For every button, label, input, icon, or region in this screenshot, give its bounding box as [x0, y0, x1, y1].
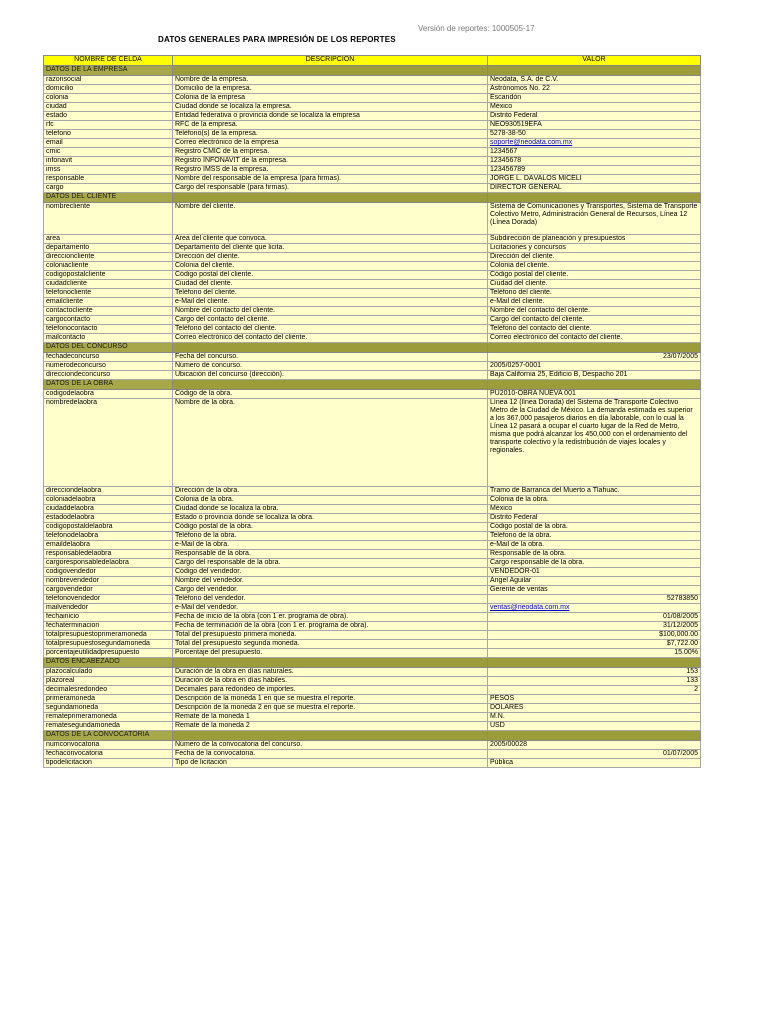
- section-row: [44, 66, 701, 76]
- table-row: [44, 668, 701, 677]
- cell-name: nombredelaobra: [44, 399, 173, 487]
- section-filler: [173, 193, 488, 203]
- table-row: [44, 604, 701, 613]
- cell-description: Código postal del cliente.: [173, 271, 488, 280]
- section-row: [44, 343, 701, 353]
- cell-description: e-Mail de la obra.: [173, 541, 488, 550]
- cell-description: Colonia de la empresa: [173, 94, 488, 103]
- cell-name: colonia: [44, 94, 173, 103]
- table-row: [44, 586, 701, 595]
- cell-name: cargovendedor: [44, 586, 173, 595]
- cell-description: Fecha de terminación de la obra (con 1 er. programa de obra).: [173, 622, 488, 631]
- cell-name: telefonovendedor: [44, 595, 173, 604]
- cell-value: 2: [488, 686, 701, 695]
- cell-value: [488, 604, 701, 613]
- cell-value: 52783850: [488, 595, 701, 604]
- cell-name: telefonodelaobra: [44, 532, 173, 541]
- table-row: [44, 103, 701, 112]
- cell-value: Código postal del cliente.: [488, 271, 701, 280]
- email-link[interactable]: soporte@neodata.com.mx: [490, 139, 573, 146]
- cell-value: Teléfono de la obra.: [488, 532, 701, 541]
- cell-description: Fecha del concurso.: [173, 353, 488, 362]
- cell-description: Remate de la moneda 2: [173, 722, 488, 731]
- cell-description: Nombre del vendedor.: [173, 577, 488, 586]
- cell-name: nombrecliente: [44, 203, 173, 235]
- table-row: [44, 577, 701, 586]
- cell-description: Duración de la obra en días naturales.: [173, 668, 488, 677]
- cell-value: e-Mail del cliente.: [488, 298, 701, 307]
- cell-value: Subdirección de planeación y presupuestos: [488, 235, 701, 244]
- cell-name: infonavit: [44, 157, 173, 166]
- section-row: [44, 380, 701, 390]
- cell-description: Ciudad donde se localiza la obra.: [173, 505, 488, 514]
- table-row: [44, 631, 701, 640]
- cell-name: telefonocliente: [44, 289, 173, 298]
- cell-name: mailvendedor: [44, 604, 173, 613]
- cell-description: Código del vendedor.: [173, 568, 488, 577]
- cell-description: Decimales para redondeo de importes.: [173, 686, 488, 695]
- cell-value: $7,722.00: [488, 640, 701, 649]
- cell-value: México: [488, 103, 701, 112]
- table-row: [44, 362, 701, 371]
- cell-name: responsabledelaobra: [44, 550, 173, 559]
- cell-description: Cargo del responsable de la obra.: [173, 559, 488, 568]
- cell-value: 01/08/2005: [488, 613, 701, 622]
- table-row: [44, 121, 701, 130]
- table-row: [44, 235, 701, 244]
- cell-name: primeramoneda: [44, 695, 173, 704]
- table-row: [44, 166, 701, 175]
- cell-name: razonsocial: [44, 76, 173, 85]
- cell-description: Nombre de la obra.: [173, 399, 488, 487]
- cell-name: fechadeconcurso: [44, 353, 173, 362]
- cell-name: segundamoneda: [44, 704, 173, 713]
- cell-description: Fecha de inicio de la obra (con 1 er. programa de obra).: [173, 613, 488, 622]
- section-filler: [488, 193, 701, 203]
- table-row: [44, 595, 701, 604]
- table-body: [44, 56, 701, 768]
- cell-value: Cargo del contacto del cliente.: [488, 316, 701, 325]
- table-row: [44, 157, 701, 166]
- cell-value: Nombre del contacto del cliente.: [488, 307, 701, 316]
- cell-name: rematesegundamoneda: [44, 722, 173, 731]
- cell-name: departamento: [44, 244, 173, 253]
- cell-name: imss: [44, 166, 173, 175]
- cell-name: cargo: [44, 184, 173, 193]
- section-filler: [488, 343, 701, 353]
- table-row: [44, 686, 701, 695]
- cell-name: plazoreal: [44, 677, 173, 686]
- cell-value: 23/07/2005: [488, 353, 701, 362]
- cell-value: DIRECTOR GENERAL: [488, 184, 701, 193]
- table-row: [44, 94, 701, 103]
- table-row: [44, 139, 701, 148]
- cell-description: Cargo del vendedor.: [173, 586, 488, 595]
- cell-description: Cargo del contacto del cliente.: [173, 316, 488, 325]
- cell-value: 5278-38-50: [488, 130, 701, 139]
- cell-value: 12345678: [488, 157, 701, 166]
- cell-description: Nombre del cliente.: [173, 203, 488, 235]
- cell-value: DÓLARES: [488, 704, 701, 713]
- header-cell-value: VALOR: [488, 56, 701, 66]
- table-row: [44, 759, 701, 768]
- cell-name: direcciondeconcurso: [44, 371, 173, 380]
- cell-name: porcentajeutilidadpresupuesto: [44, 649, 173, 658]
- cell-description: Fecha de la convocatoria.: [173, 750, 488, 759]
- table-row: [44, 722, 701, 731]
- section-filler: [173, 343, 488, 353]
- cell-name: decimalesredondeo: [44, 686, 173, 695]
- cell-value: 01/07/2005: [488, 750, 701, 759]
- table-row: [44, 550, 701, 559]
- cell-name: area: [44, 235, 173, 244]
- table-row: [44, 568, 701, 577]
- cell-description: Ciudad del cliente.: [173, 280, 488, 289]
- cell-name: telefonocontacto: [44, 325, 173, 334]
- cell-description: Nombre del contacto del cliente.: [173, 307, 488, 316]
- cell-name: ciudadcliente: [44, 280, 173, 289]
- cell-value: México: [488, 505, 701, 514]
- table-row: [44, 514, 701, 523]
- cell-value: 133: [488, 677, 701, 686]
- cell-value: Código postal de la obra.: [488, 523, 701, 532]
- cell-name: totalpresupuestosegundamoneda: [44, 640, 173, 649]
- table-row: [44, 112, 701, 121]
- cell-name: codigodelaobra: [44, 390, 173, 399]
- header-row: [44, 56, 701, 66]
- cell-value: Gerente de ventas: [488, 586, 701, 595]
- cell-name: coloniacliente: [44, 262, 173, 271]
- cell-value: Responsable de la obra.: [488, 550, 701, 559]
- table-row: [44, 390, 701, 399]
- cell-value: Línea 12 (línea Dorada) del Sistema de Transporte Colectivo Metro de la Ciudad de México. La demanda estimada es superior a los 367,000 pasajeros diarios en día laborable, con lo cual la Línea 12 pasará a ocupar el cuarto lugar de la Red de Metro, misma que podrá alcanzar los 450,000 con el ordenamiento del transporte colectivo y la redistribución de viajes locales y regionales.: [488, 399, 701, 487]
- table-row: [44, 289, 701, 298]
- cell-description: Departamento del cliente que licita.: [173, 244, 488, 253]
- table-row: [44, 695, 701, 704]
- table-row: [44, 613, 701, 622]
- cell-value: Tramo de Barranca del Muerto a Tlahuac.: [488, 487, 701, 496]
- cell-value: 15.00%: [488, 649, 701, 658]
- cell-name: cargoresponsabledelaobra: [44, 559, 173, 568]
- table-row: [44, 741, 701, 750]
- cell-value: Colonia de la obra.: [488, 496, 701, 505]
- cell-description: Teléfono del cliente.: [173, 289, 488, 298]
- cell-description: Domicilio de la empresa.: [173, 85, 488, 94]
- cell-value: $100,000.00: [488, 631, 701, 640]
- report-version: Versión de reportes: 1000505-17: [418, 24, 535, 33]
- cell-name: domicilio: [44, 85, 173, 94]
- table-row: [44, 532, 701, 541]
- cell-name: plazocalculado: [44, 668, 173, 677]
- cell-description: Correo electrónico de la empresa: [173, 139, 488, 148]
- cell-description: Entidad federativa o provincia donde se localiza la empresa: [173, 112, 488, 121]
- cell-description: Tipo de licitación: [173, 759, 488, 768]
- table-row: [44, 649, 701, 658]
- table-row: [44, 244, 701, 253]
- cell-description: Total del presupuesto primera moneda.: [173, 631, 488, 640]
- cell-name: estadodelaobra: [44, 514, 173, 523]
- table-row: [44, 541, 701, 550]
- cell-description: Duración de la obra en días hábiles.: [173, 677, 488, 686]
- cell-value: 1234567: [488, 148, 701, 157]
- table-row: [44, 704, 701, 713]
- cell-value: Astrónomos No. 22: [488, 85, 701, 94]
- cell-description: e-Mail del vendedor.: [173, 604, 488, 613]
- cell-value: Angel Aguilar: [488, 577, 701, 586]
- cell-value: Baja California 25, Edificio B, Despacho 201: [488, 371, 701, 380]
- cell-name: fechaconvocatoria: [44, 750, 173, 759]
- cell-description: Teléfono(s) de la empresa.: [173, 130, 488, 139]
- cell-name: fechainicio: [44, 613, 173, 622]
- table-row: [44, 750, 701, 759]
- table-row: [44, 148, 701, 157]
- section-filler: [488, 658, 701, 668]
- section-filler: [488, 66, 701, 76]
- cell-name: email: [44, 139, 173, 148]
- cell-description: Descripción de la moneda 1 en que se muestra el reporte.: [173, 695, 488, 704]
- section-title: DATOS DE LA CONVOCATORIA: [44, 731, 173, 741]
- cell-description: Estado o provincia donde se localiza la obra.: [173, 514, 488, 523]
- cell-value: 2005/0257-0001: [488, 362, 701, 371]
- table-row: [44, 85, 701, 94]
- table-row: [44, 325, 701, 334]
- cell-value: Correo electrónico del contacto del cliente.: [488, 334, 701, 343]
- section-filler: [488, 380, 701, 390]
- cell-name: direcciondelaobra: [44, 487, 173, 496]
- cell-value: Teléfono del cliente.: [488, 289, 701, 298]
- cell-value: Teléfono del contacto del cliente.: [488, 325, 701, 334]
- cell-description: Colonia de la obra.: [173, 496, 488, 505]
- cell-description: Número de la convocatoria del concurso.: [173, 741, 488, 750]
- cell-value: 2005/00028: [488, 741, 701, 750]
- cell-description: Dirección del cliente.: [173, 253, 488, 262]
- table-row: [44, 353, 701, 362]
- cell-description: Descripción de la moneda 2 en que se muestra el reporte.: [173, 704, 488, 713]
- page-title: DATOS GENERALES PARA IMPRESIÓN DE LOS REPORTES: [158, 35, 396, 44]
- cell-name: emaildelaobra: [44, 541, 173, 550]
- table-row: [44, 399, 701, 487]
- header-cell-name: NOMBRE DE CELDA: [44, 56, 173, 66]
- cell-value: Dirección del cliente.: [488, 253, 701, 262]
- report-data-table: [43, 55, 701, 768]
- cell-description: Ciudad donde se localiza la empresa.: [173, 103, 488, 112]
- cell-name: totalpresupuestoprimeramoneda: [44, 631, 173, 640]
- cell-name: coloniadelaobra: [44, 496, 173, 505]
- section-row: [44, 731, 701, 741]
- section-filler: [488, 731, 701, 741]
- cell-name: rfc: [44, 121, 173, 130]
- cell-description: Registro CMIC de la empresa.: [173, 148, 488, 157]
- cell-value: Escandón: [488, 94, 701, 103]
- cell-value: PU2010-OBRA NUEVA 001: [488, 390, 701, 399]
- cell-description: Dirección de la obra.: [173, 487, 488, 496]
- section-filler: [173, 380, 488, 390]
- cell-name: ciudaddelaobra: [44, 505, 173, 514]
- table-row: [44, 713, 701, 722]
- cell-name: responsable: [44, 175, 173, 184]
- cell-value: VENDEDOR-01: [488, 568, 701, 577]
- cell-name: fechaterminacion: [44, 622, 173, 631]
- cell-description: Área del cliente que convoca.: [173, 235, 488, 244]
- cell-value: 31/12/2005: [488, 622, 701, 631]
- cell-value: Distrito Federal: [488, 112, 701, 121]
- cell-name: numconvocatoria: [44, 741, 173, 750]
- section-title: DATOS DEL CLIENTE: [44, 193, 173, 203]
- table-row: [44, 271, 701, 280]
- cell-name: telefono: [44, 130, 173, 139]
- section-filler: [173, 66, 488, 76]
- cell-value: 153: [488, 668, 701, 677]
- table-row: [44, 496, 701, 505]
- cell-name: ciudad: [44, 103, 173, 112]
- cell-value: Colonia del cliente.: [488, 262, 701, 271]
- cell-value: JORGE L. DÁVALOS MICELI: [488, 175, 701, 184]
- cell-value: Neodata, S.A. de C.V.: [488, 76, 701, 85]
- section-title: DATOS ENCABEZADO: [44, 658, 173, 668]
- cell-description: Teléfono del vendedor.: [173, 595, 488, 604]
- cell-value: [488, 139, 701, 148]
- table-row: [44, 622, 701, 631]
- cell-description: Registro INFONAVIT de la empresa.: [173, 157, 488, 166]
- section-title: DATOS DE LA OBRA: [44, 380, 173, 390]
- table-row: [44, 334, 701, 343]
- table-row: [44, 175, 701, 184]
- cell-description: Porcentaje del presupuesto.: [173, 649, 488, 658]
- cell-value: e-Mail de la obra.: [488, 541, 701, 550]
- cell-description: Remate de la moneda 1: [173, 713, 488, 722]
- cell-description: Correo electrónico del contacto del cliente.: [173, 334, 488, 343]
- table-row: [44, 640, 701, 649]
- table-row: [44, 487, 701, 496]
- cell-name: cmic: [44, 148, 173, 157]
- cell-name: codigopostaldelaobra: [44, 523, 173, 532]
- table-row: [44, 677, 701, 686]
- cell-description: Teléfono del contacto del cliente.: [173, 325, 488, 334]
- cell-name: emailcliente: [44, 298, 173, 307]
- table-row: [44, 523, 701, 532]
- cell-description: Código postal de la obra.: [173, 523, 488, 532]
- cell-description: Registro IMSS de la empresa.: [173, 166, 488, 175]
- section-row: [44, 658, 701, 668]
- cell-description: Nombre del responsable de la empresa (para firmas).: [173, 175, 488, 184]
- table-row: [44, 298, 701, 307]
- cell-description: Código de la obra.: [173, 390, 488, 399]
- table-row: [44, 76, 701, 85]
- header-cell-description: DESCRIPCION: [173, 56, 488, 66]
- cell-name: cargocontacto: [44, 316, 173, 325]
- cell-value: Cargo responsable de la obra.: [488, 559, 701, 568]
- table-row: [44, 184, 701, 193]
- cell-name: estado: [44, 112, 173, 121]
- cell-value: Distrito Federal: [488, 514, 701, 523]
- cell-value: PESOS: [488, 695, 701, 704]
- cell-description: Total del presupuesto segunda moneda.: [173, 640, 488, 649]
- cell-description: Ubicación del concurso (dirección).: [173, 371, 488, 380]
- cell-name: direccioncliente: [44, 253, 173, 262]
- section-row: [44, 193, 701, 203]
- cell-value: USD: [488, 722, 701, 731]
- cell-name: contactocliente: [44, 307, 173, 316]
- cell-name: nombrevendedor: [44, 577, 173, 586]
- cell-value: Sistema de Comunicaciones y Transportes, Sistema de Transporte Colectivo Metro, Administración General de Recursos, Línea 12 (Línea Dorada): [488, 203, 701, 235]
- section-title: DATOS DEL CONCURSO: [44, 343, 173, 353]
- cell-description: e-Mail del cliente.: [173, 298, 488, 307]
- cell-description: Responsable de la obra.: [173, 550, 488, 559]
- cell-description: Cargo del responsable (para firmas).: [173, 184, 488, 193]
- table-row: [44, 203, 701, 235]
- cell-description: Número de concurso.: [173, 362, 488, 371]
- cell-description: RFC de la empresa.: [173, 121, 488, 130]
- cell-name: remateprimeramoneda: [44, 713, 173, 722]
- table-row: [44, 316, 701, 325]
- cell-name: codigopostalcliente: [44, 271, 173, 280]
- table-row: [44, 280, 701, 289]
- table-row: [44, 371, 701, 380]
- cell-description: Nombre de la empresa.: [173, 76, 488, 85]
- table-row: [44, 307, 701, 316]
- section-filler: [173, 658, 488, 668]
- email-link[interactable]: ventas@neodata.com.mx: [490, 604, 570, 611]
- cell-description: Teléfono de la obra.: [173, 532, 488, 541]
- table-row: [44, 130, 701, 139]
- cell-name: mailcontacto: [44, 334, 173, 343]
- cell-value: Licitaciones y concursos: [488, 244, 701, 253]
- cell-value: Pública: [488, 759, 701, 768]
- cell-name: numerodeconcurso: [44, 362, 173, 371]
- cell-name: tipodelicitacion: [44, 759, 173, 768]
- cell-value: Ciudad del cliente.: [488, 280, 701, 289]
- cell-value: 123456789: [488, 166, 701, 175]
- table-row: [44, 262, 701, 271]
- section-filler: [173, 731, 488, 741]
- table-row: [44, 559, 701, 568]
- cell-description: Colonia del cliente.: [173, 262, 488, 271]
- cell-value: M.N.: [488, 713, 701, 722]
- table-row: [44, 253, 701, 262]
- table-row: [44, 505, 701, 514]
- section-title: DATOS DE LA EMPRESA: [44, 66, 173, 76]
- cell-value: NEO930519EFA: [488, 121, 701, 130]
- cell-name: codigovendedor: [44, 568, 173, 577]
